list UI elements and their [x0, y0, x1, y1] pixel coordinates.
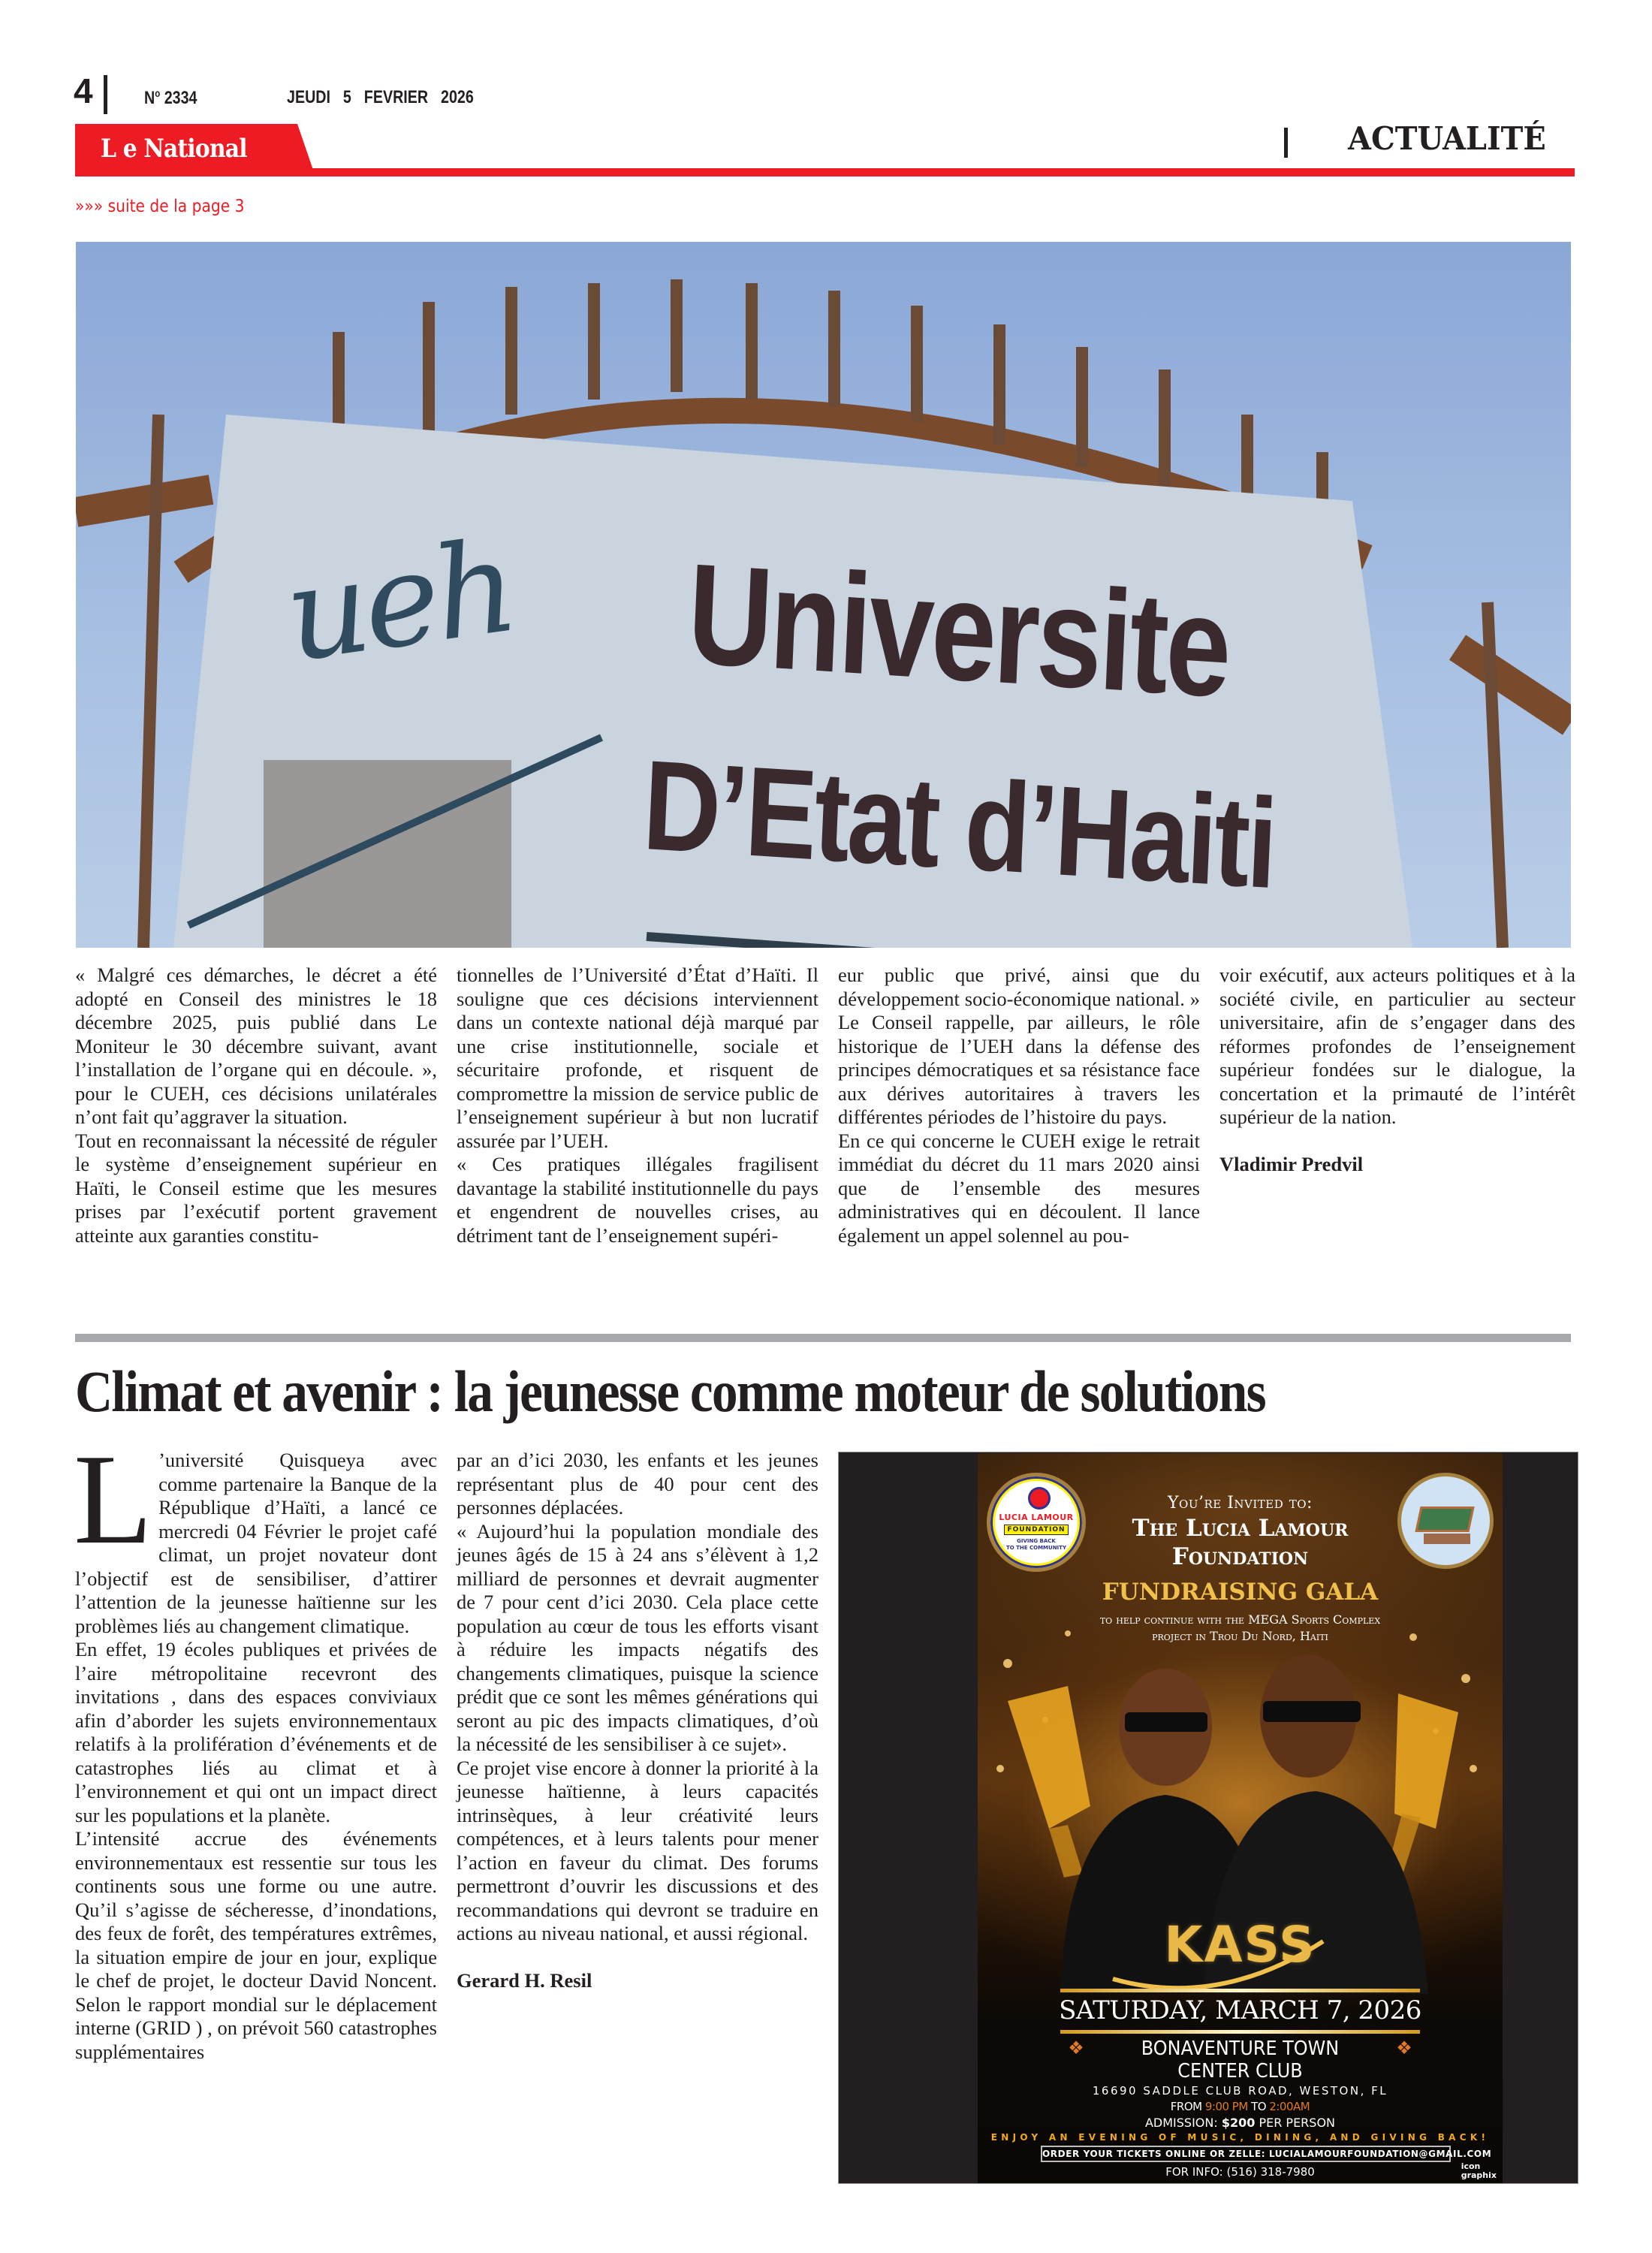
- paragraph: « Malgré ces démarches, le décret a été adopté en Conseil des ministres le 18 décembre 2025, puis publié dans Le Moniteur le 30 décembre suivant, avant l’installation de l’organe qui en découle. », pour le CUEH, ces décisions unilatérales n’ont fait qu’aggraver la situation.: [75, 964, 437, 1128]
- ad-venue-line1: BONAVENTURE TOWN: [1141, 2037, 1340, 2060]
- ad-organization-line2: Foundation: [1171, 1543, 1309, 1570]
- article1-column-3: [838, 964, 1200, 1247]
- drop-cap: L: [74, 1428, 153, 1571]
- newspaper-logo[interactable]: L e National: [101, 134, 247, 164]
- page-number-divider: [104, 75, 107, 114]
- ad-invitation: You’re Invited to:: [1168, 1494, 1313, 1513]
- ad-purpose-line2: project in Trou Du Nord, Haiti: [1152, 1629, 1328, 1643]
- ad-tagline: ENJOY AN EVENING OF MUSIC, DINING, AND GIVING BACK!: [990, 2132, 1490, 2143]
- admission-suffix: PER PERSON: [1255, 2116, 1336, 2130]
- ad-admission: [978, 2116, 1503, 2130]
- ad-order-box[interactable]: ORDER YOUR TICKETS ONLINE OR ZELLE: LUCIALAMOURFOUNDATION@GMAIL.COM: [1041, 2146, 1451, 2162]
- continued-from-link[interactable]: »»» suite de la page 3: [75, 197, 245, 216]
- gala-poster: [978, 1453, 1503, 2183]
- sign-script-text: ueh: [276, 511, 522, 692]
- ad-purpose-line1: to help continue with the MEGA Sports Complex: [1099, 1612, 1381, 1627]
- paragraph: [74, 1428, 437, 1638]
- article-divider: [75, 1334, 1571, 1342]
- time-end: 2:00AM: [1269, 2100, 1310, 2113]
- section-title[interactable]: ACTUALITÉ: [1348, 120, 1546, 157]
- publication-date: JEUDI 5 FEVRIER 2026: [287, 87, 474, 107]
- issue-number: [144, 87, 197, 109]
- paragraph: Ce projet vise encore à donner la priorité à la jeunesse haïtienne, à leurs capacités intrinsèques, à leur créativité leurs compétences, et à leurs talents pour mener l’action en faveur du climat. Des forums permettront d’ouvrir les discussions et des recommandations qui devront se traduire en actions au niveau national, et aussi régional.: [457, 1756, 818, 1944]
- sign-line1-text: Universite: [685, 534, 1232, 728]
- admission-label: ADMISSION:: [1144, 2116, 1222, 2130]
- paragraph: Tout en reconnaissant la nécessité de réguler le système d’enseignement supérieur en Haïti, le Conseil estime que les mesures prises par l’exécutif portent gravement atteinte aux garanties constitu-: [75, 1129, 437, 1247]
- time-to-label: TO: [1247, 2100, 1270, 2113]
- article1-column-2: [457, 964, 818, 1247]
- page-number: 4: [74, 71, 92, 110]
- ad-performer: KASS: [1164, 1916, 1316, 1974]
- ad-address: 16690 SADDLE CLUB ROAD, WESTON, FL: [1092, 2084, 1388, 2098]
- champagne-glass-left: [1008, 1686, 1090, 1878]
- paragraph: voir exécutif, aux acteurs politiques et à la société civile, en particulier au secteur universitaire, afin de s’engager dans des réformes profondes de l’enseignement supérieur fondées sur le dialogue, la concertation et la primauté de l’intérêt supérieur de la nation.: [1219, 964, 1575, 1128]
- article1-column-4: [1219, 964, 1575, 1176]
- credit-line2: graphix: [1461, 2170, 1497, 2180]
- ad-venue-line2: CENTER CLUB: [1177, 2060, 1303, 2083]
- paragraph: L’intensité accrue des événements environnementaux est ressentie sur tous les continents sous une forme ou une autre. Qu’il s’agisse de sécheresse, d’inondations, des feux de forêt, des températures extrêmes, la situation empire de jour en jour, explique le chef de projet, le docteur David Noncent. Selon le rapport mondial sur le déplacement interne (GRID ) , on prévoit 560 catastrophes supplémentaires: [75, 1827, 437, 2063]
- gold-rule-bottom: [1060, 2030, 1420, 2034]
- gala-advertisement[interactable]: [838, 1452, 1578, 2184]
- time-start: 9:00 PM: [1204, 2100, 1248, 2113]
- paragraph: par an d’ici 2030, les enfants et les jeunes représentant plus de 40 pour cent des personnes déplacées.: [457, 1449, 818, 1519]
- paragraph: tionnelles de l’Université d’État d’Haïti. Il souligne que ces décisions interviennent dans un contexte national déjà marqué par une crise institutionnelle, sociale et sécuritaire profonde, et risquent de compromettre la mission de service public de l’enseignement supérieur à but non lucratif assurée par l’UEH.: [457, 964, 818, 1152]
- credit-line1: icon: [1461, 2161, 1481, 2171]
- paragraph: eur public que privé, ainsi que du développement socio-économique national. » Le Conseil rappelle, par ailleurs, le rôle historique de l’UEH dans la défense des principes démocratiques et sa résistance face aux dérives autoritaires à travers les différentes périodes de l’histoire du pays.: [838, 964, 1200, 1128]
- issue-sup: o: [155, 87, 161, 99]
- fence-rail-right: [1458, 647, 1571, 722]
- sign-gray-square: [264, 760, 511, 948]
- gold-rule-top: [1060, 1989, 1420, 1992]
- paragraph-text: ’université Quisqueya avec comme partenaire la Banque de la République d’Haïti, a lancé ce mercredi 04 Février le projet café climat, un projet novateur dont l’objectif est de sensibiliser, d’attirer l’attention de la jeunesse haïtienne sur les problèmes liés au changement climatique.: [75, 1449, 437, 1637]
- ad-time: [978, 2100, 1503, 2113]
- ueh-sign-photo: [76, 242, 1571, 948]
- article1-byline: Vladimir Predvil: [1219, 1152, 1364, 1175]
- issue-prefix: N: [144, 88, 155, 108]
- article1-column-1: [75, 964, 437, 1247]
- issue-number-value: 2334: [164, 88, 197, 108]
- section-divider: [1284, 128, 1288, 158]
- logo-name: LUCIA LAMOUR: [999, 1513, 1074, 1522]
- article2-byline: Gerard H. Resil: [457, 1968, 592, 1992]
- paragraph: « Aujourd’hui la population mondiale des jeunes âgés de 15 à 24 ans s’élèvent à 1,2 milliard de personnes et devrait augmenter de 7 pour cent d’ici 2030. Cela place cette population au cœur de tous les efforts visant à réduire les impacts négatifs des changements climatiques, puisque la science prédit que ce sont les mêmes générations qui seront au pic des impacts climatiques, d’où la nécessité de les sensibiliser à ce sujet».: [457, 1519, 818, 1755]
- article2-column-1: [74, 1428, 437, 2064]
- ornament-icon: ❖: [1068, 2039, 1084, 2058]
- time-from-label: FROM: [1170, 2100, 1205, 2113]
- ad-contact-info: FOR INFO: (516) 318-7980: [1165, 2165, 1315, 2179]
- designer-credit-logo: [1461, 2162, 1497, 2180]
- logo-tagline-2: TO THE COMMUNITY: [1005, 1545, 1067, 1551]
- sign-line2-text: D’Etat d’Haiti: [640, 734, 1278, 916]
- paragraph: En ce qui concerne le CUEH exige le retrait immédiat du décret du 11 mars 2020 ainsi que de l’ensemble des mesures administratives qui en découlent. Il lance également un appel solennel au pou-: [838, 1129, 1200, 1247]
- header-rule: [75, 168, 1575, 176]
- paragraph: « Ces pratiques illégales fragilisent davantage la stabilité institutionnelle du pays et engendrent de nouvelles crises, au détriment tant de l’enseignement supéri-: [457, 1153, 818, 1247]
- logo-banner: FOUNDATION: [1004, 1525, 1069, 1535]
- admission-price: $200: [1221, 2116, 1256, 2130]
- ad-event-title: FUNDRAISING GALA: [1102, 1579, 1379, 1606]
- article2-column-2: [457, 1449, 818, 1992]
- ad-date: SATURDAY, MARCH 7, 2026: [1059, 1995, 1421, 2025]
- logo-tagline-1: GIVING BACK: [1017, 1538, 1056, 1544]
- paragraph: En effet, 19 écoles publiques et privées de l’aire métropolitaine recevront des invitations , dans des espaces conviviaux afin d’aborder les sujets environnementaux relatifs à la prolifération d’événements et de catastrophes liés au climat et à l’environnement et qui ont un impact direct sur les populations et la planète.: [75, 1638, 437, 1826]
- fence-rail-left: [76, 490, 211, 512]
- ad-organization-line1: The Lucia Lamour: [1132, 1515, 1349, 1542]
- ornament-icon: ❖: [1396, 2039, 1412, 2058]
- article2-headline[interactable]: Climat et avenir : la jeunesse comme moteur de solutions: [75, 1359, 1265, 1424]
